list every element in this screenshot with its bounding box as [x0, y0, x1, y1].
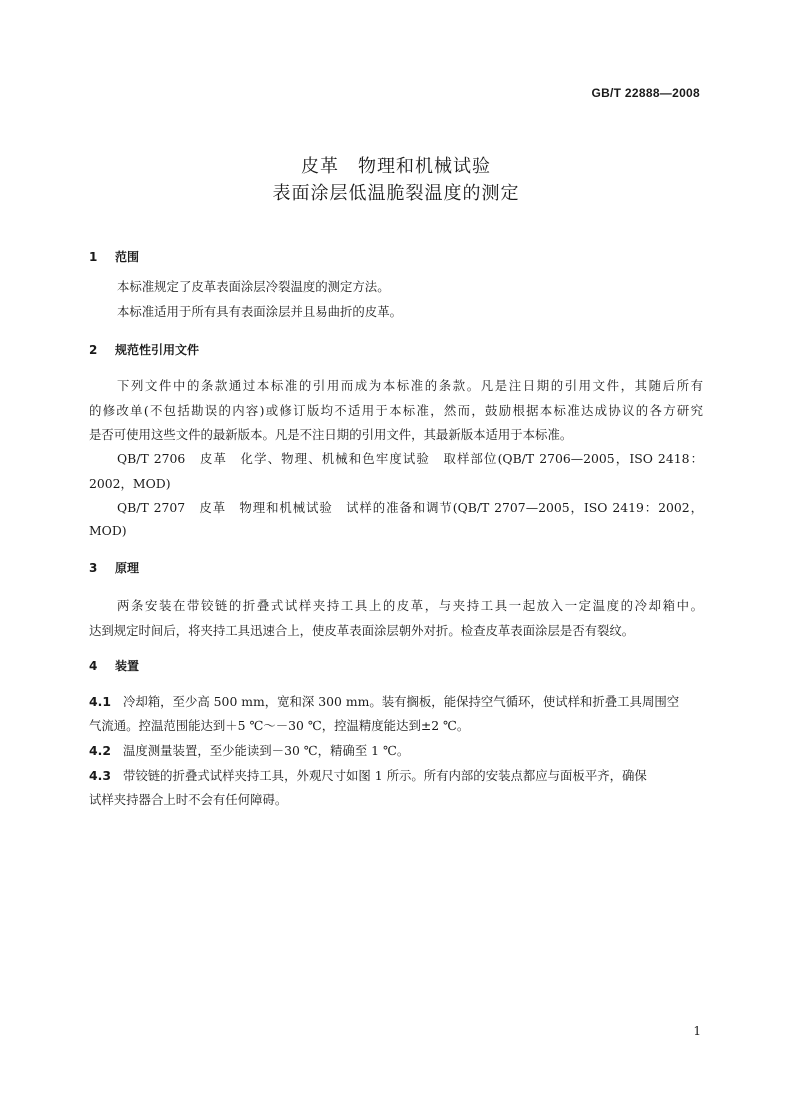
reference-entry-line: QB/T 2707 皮革 物理和机械试验 试样的准备和调节(QB/T 2707—2005，ISO 2419：2002， [117, 500, 703, 515]
clause-number: 4.1 [89, 694, 111, 709]
reference-entry-line: MOD) [89, 523, 127, 538]
clause-text: 带铰链的折叠式试样夹持工具，外观尺寸如图 1 所示。所有内部的安装点都应与面板平齐，确保 [123, 768, 647, 783]
standard-code: GB/T 22888—2008 [591, 86, 700, 100]
paragraph-line: 本标准规定了皮革表面涂层冷裂温度的测定方法。 [117, 279, 390, 294]
paragraph-line: 本标准适用于所有具有表面涂层并且易曲折的皮革。 [117, 304, 402, 319]
paragraph-line: 达到规定时间后，将夹持工具迅速合上，使皮革表面涂层朝外对折。检查皮革表面涂层是否有裂纹。 [89, 623, 635, 638]
section-3-heading [89, 559, 139, 576]
paragraph-line: 气流通。控温范围能达到＋5 ℃～－30 ℃，控温精度能达到±2 ℃。 [89, 718, 470, 733]
section-title: 原理 [115, 561, 140, 575]
section-number: 2 [89, 343, 98, 357]
clause-text: 冷却箱，至少高 500 mm，宽和深 300 mm。装有搁板，能保持空气循环，使试样和折叠工具周围空 [123, 694, 680, 709]
clause-number: 4.2 [89, 743, 111, 758]
page-number: 1 [693, 1024, 701, 1038]
section-1-heading [89, 248, 139, 265]
section-number: 1 [89, 250, 98, 264]
section-number: 4 [89, 659, 98, 673]
document-title-line2: 表面涂层低温脆裂温度的测定 [272, 183, 520, 204]
section-title: 装置 [115, 659, 140, 673]
section-2-heading [89, 341, 199, 358]
section-title: 范围 [115, 250, 140, 264]
document-title-line1: 皮革 物理和机械试验 [301, 156, 491, 177]
paragraph-line: 试样夹持器合上时不会有任何障碍。 [89, 792, 288, 807]
reference-entry-line: QB/T 2706 皮革 化学、物理、机械和色牢度试验 取样部位(QB/T 2706—2005，ISO 2418： [117, 451, 703, 466]
paragraph-line: 下列文件中的条款通过本标准的引用而成为本标准的条款。凡是注日期的引用文件，其随后所有 [117, 378, 703, 393]
section-4-heading [89, 657, 139, 674]
clause-number: 4.3 [89, 768, 111, 783]
paragraph-line: 的修改单(不包括勘误的内容)或修订版均不适用于本标准，然而，鼓励根据本标准达成协议的各方研究 [89, 403, 703, 418]
paragraph-line: 是否可使用这些文件的最新版本。凡是不注日期的引用文件，其最新版本适用于本标准。 [89, 427, 573, 442]
clause-text: 温度测量装置，至少能读到－30 ℃，精确至 1 ℃。 [123, 743, 410, 758]
clause-4-3-line [89, 766, 703, 784]
reference-entry-line: 2002，MOD) [89, 476, 171, 491]
section-number: 3 [89, 561, 98, 575]
paragraph-line: 两条安装在带铰链的折叠式试样夹持工具上的皮革，与夹持工具一起放入一定温度的冷却箱中。 [117, 598, 703, 613]
clause-4-1-line [89, 692, 703, 710]
section-title: 规范性引用文件 [115, 343, 200, 357]
clause-4-2-line [89, 741, 703, 759]
